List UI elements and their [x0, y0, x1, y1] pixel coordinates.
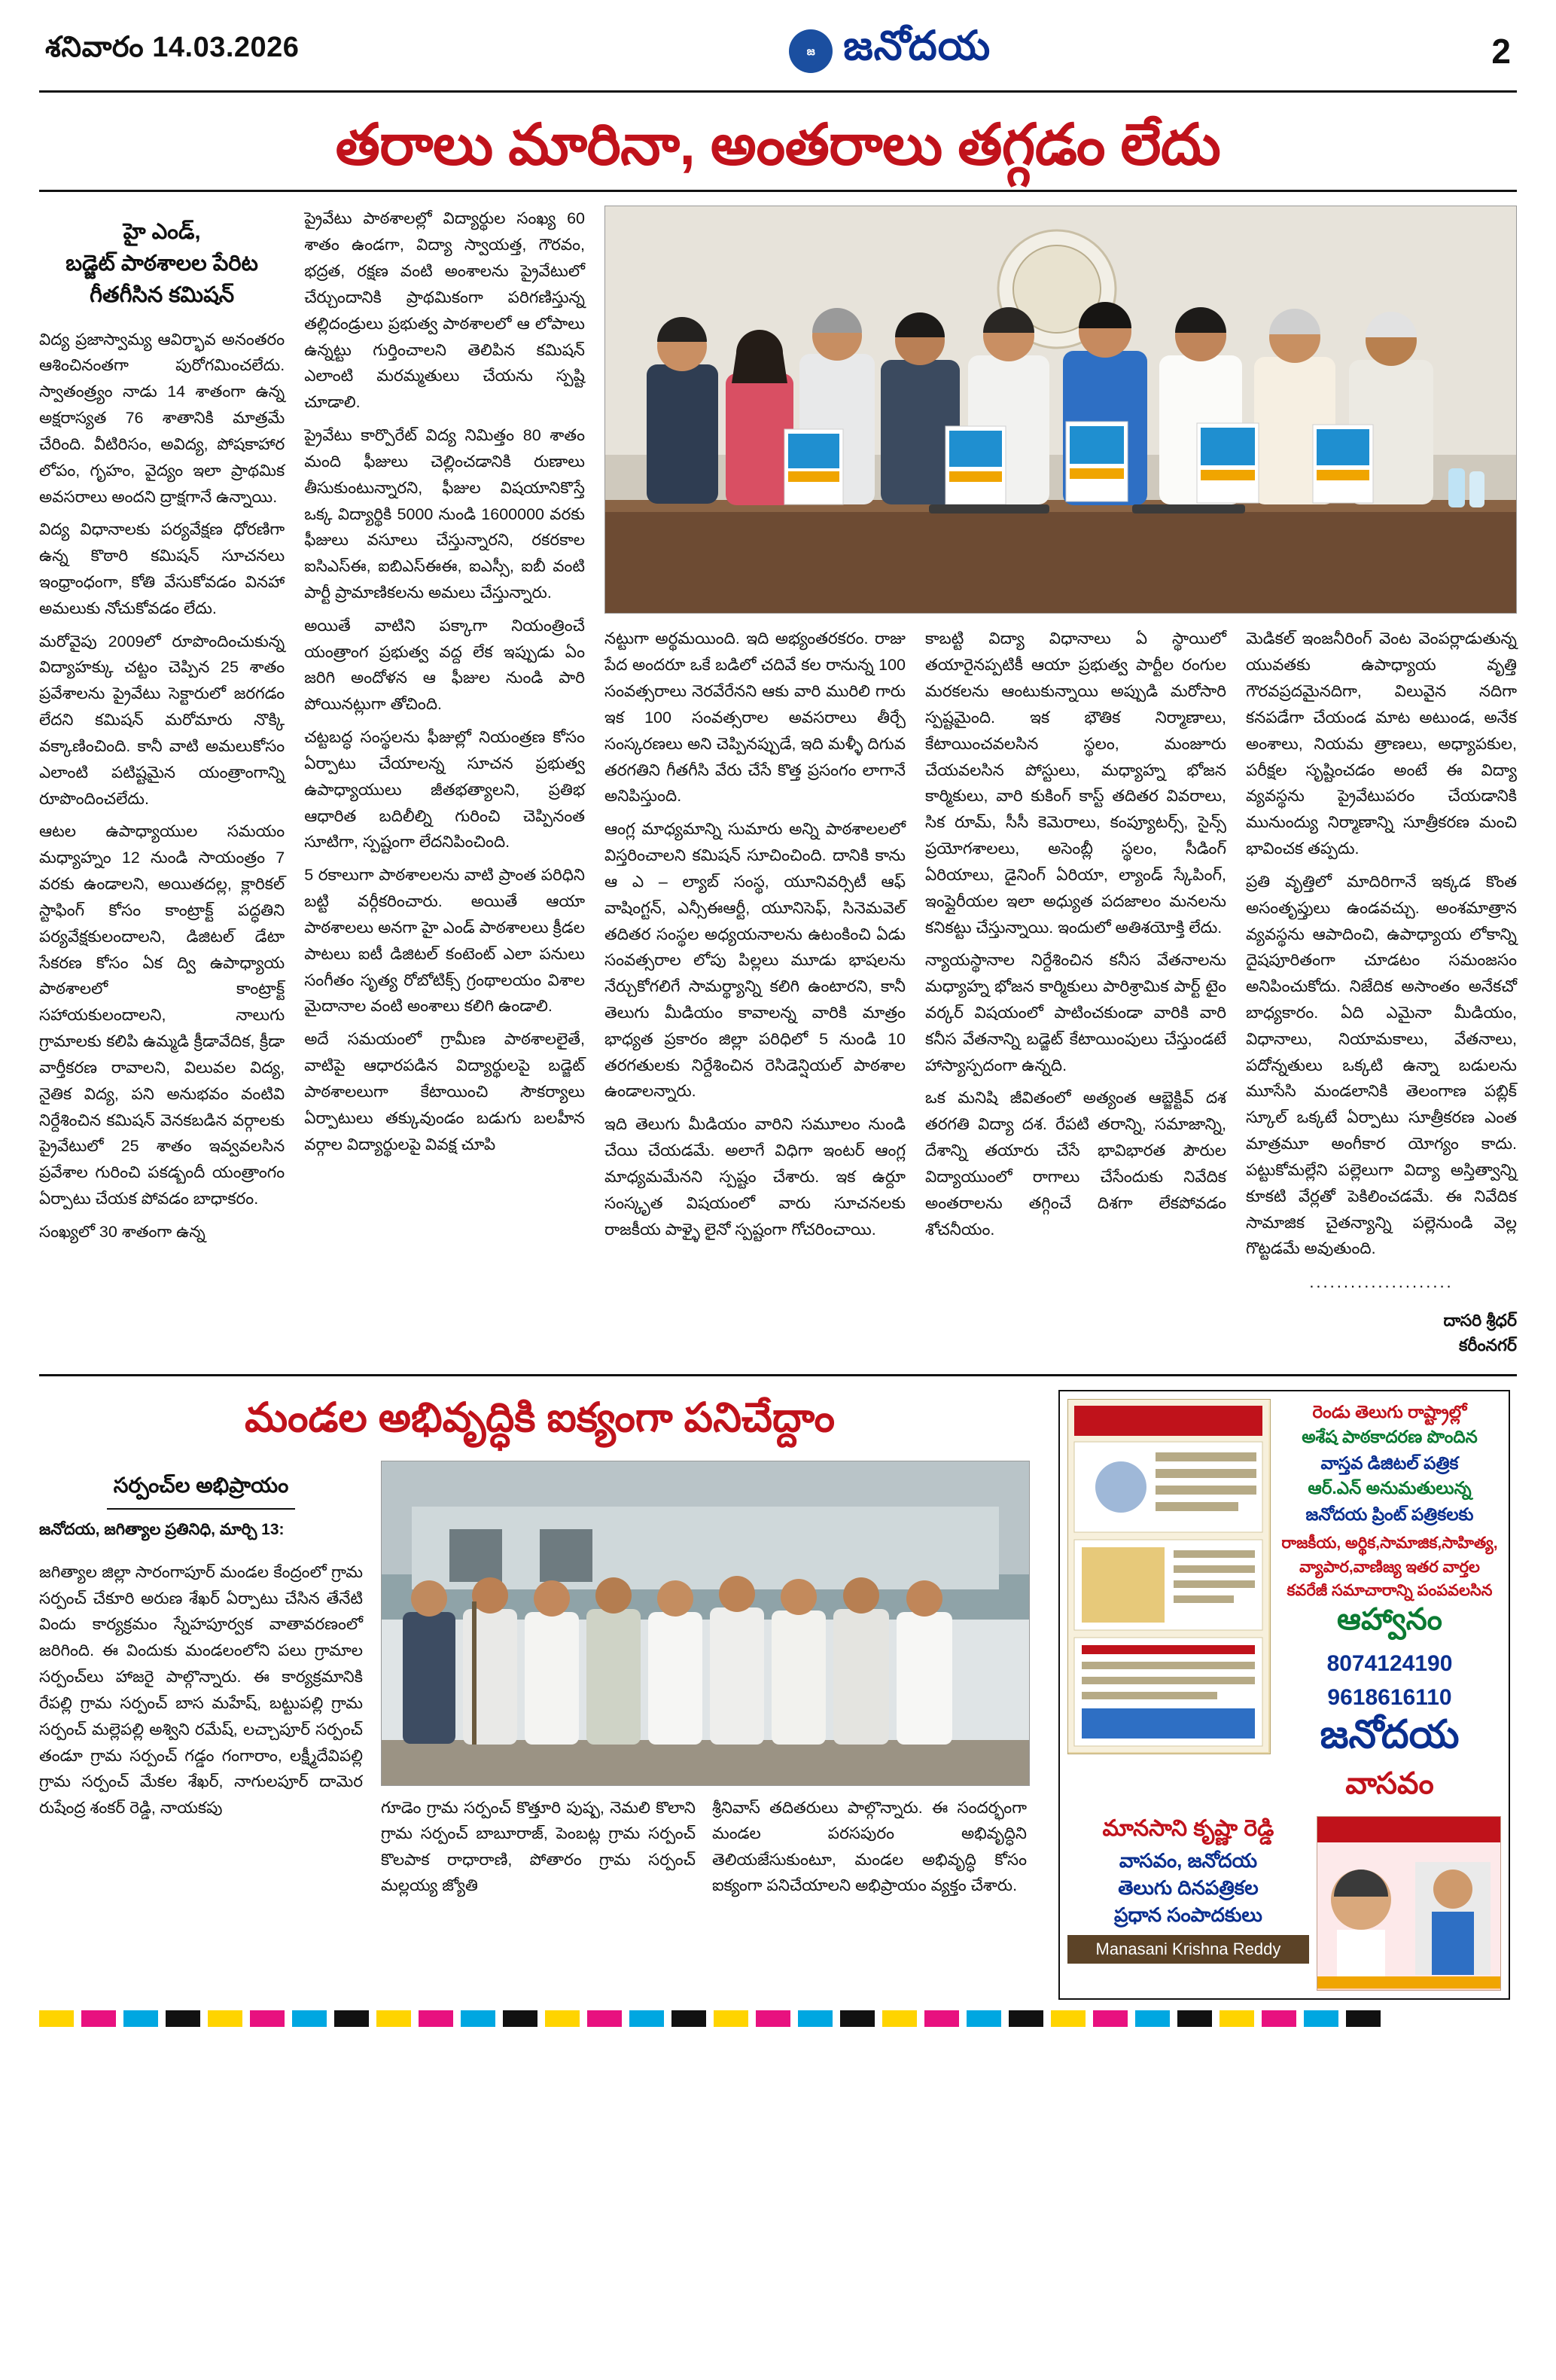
color-swatch — [798, 2010, 833, 2027]
ad-editor-sub-3: ప్రధాన సంపాదకులు — [1114, 1903, 1262, 1927]
author-name: దాసరి శ్రీధర్ — [1443, 1310, 1517, 1330]
ad-line-2: అశేష పాఠకాదరణ పొందిన — [1302, 1427, 1478, 1447]
color-swatch — [1051, 2010, 1086, 2027]
color-swatch — [1009, 2010, 1043, 2027]
color-swatch — [1093, 2010, 1128, 2027]
bottom-subheading: సర్పంచ్‌ల అభిప్రాయం — [113, 1473, 289, 1497]
top-article — [0, 206, 1556, 1358]
ad-line-3: వాస్తవ డిజిటల్ పత్రిక — [1320, 1452, 1459, 1473]
newspaper-thumbnail-icon — [1068, 1400, 1268, 1752]
ad-line-4: ఆర్.ఎన్ అనుమతులున్న — [1308, 1478, 1472, 1498]
color-swatch — [334, 2010, 369, 2027]
color-swatch — [1304, 2010, 1338, 2027]
publication-date: శనివారం 14.03.2026 — [45, 32, 300, 63]
paragraph: నట్టుగా అర్థమయింది. ఇది అభ్యంతరకరం. రాజు పేద అందరూ ఒకే బడిలో చదివే కల రానున్న 100 సంవత్సరాలు నెరవేరేనని ఆకు వారి మురిలి గారు ఇక 100 సంవత్సరాల అవసరాలు తీర్చే సంస్కరణలు అని చెప్పినప్పుడే, ఇది మళ్ళీ దిగువ తరగతిని గీతగీసి వేరు చేసే కొత్త ప్రసంగం లాగానే అనిపిస్తుంది. — [604, 629, 906, 806]
signature-dots: ..................... — [1309, 1272, 1454, 1292]
ad-editor-name-bar: Manasani Krishna Reddy — [1067, 1935, 1309, 1964]
color-swatch — [1177, 2010, 1212, 2027]
color-swatch — [419, 2010, 453, 2027]
bottom-column-1 — [39, 1461, 363, 1899]
color-swatch — [376, 2010, 411, 2027]
ad-brand-vasavam: వాసవం — [1345, 1766, 1434, 1800]
bottom-caption-columns — [381, 1795, 1030, 1899]
color-swatch — [882, 2010, 917, 2027]
ad-line-1: రెండు తెలుగు రాష్ట్రాల్లో — [1312, 1401, 1467, 1422]
logo-badge-text: జ — [806, 44, 815, 58]
top-article-photo — [604, 206, 1517, 614]
paragraph: మెడికల్ ఇంజనీరింగ్ వెంట వెంపర్లాడుతున్న యువతకు ఉపాధ్యాయ వృత్తి గౌరవప్రదమైనదిగా, విలువైన నదిగా కనపడేగా చేయండ మాట అటుండ, అనేక అంశాలు, నియమ త్రాణలు, అధ్యాపకుల, పరీక్షల సృష్టించడం అంటే ఈ విద్యా వ్యవస్థను ప్రైవేటుపరం చేయడానికి మునుంద్యు నిర్మాణాన్ని సూత్రీకరణ మంచి భావించక తప్పదు. — [1246, 629, 1517, 858]
paragraph: ఒక మనిషి జీవితంలో అత్యంత ఆబ్జెక్టివ్ దశ తరగతి విద్యా దశ. రేపటి తరాన్ని, సమాజాన్ని, దేశాన్ని తయారు చేసే భావిభారత పౌరుల విద్యాయుంలో రాగాలు చేసేందుకు నివేదిక అంతరాలను తగ్గించే దిశగా లేకపోవడం శోచనీయం. — [925, 1089, 1226, 1239]
masthead-logo — [789, 23, 991, 80]
paragraph: జగిత్యాల జిల్లా సారంగాపూర్ మండల కేంద్రంలో గ్రామ సర్పంచ్ చేకూరి అరుణ శేఖర్ ఏర్పాటు చేసిన తేనేటి విందు కార్యక్రమం స్నేహపూర్వక వాతావరణంలో జరిగింది. ఈ విందుకు మండలంలోని పలు గ్రామాల సర్పంచ్‌లు హాజరై పాల్గొన్నారు. ఈ కార్యక్రమానికి రేపల్లి గ్రామ సర్పంచ్ బాస మహేష్, బట్టుపల్లి గ్రామ సర్పంచ్ మల్లెపల్లి అశ్విని రమేష్, లచ్చాపూర్ సర్పంచ్ తండూ గ్రామ సర్పంచ్ గడ్డం గంగారాం, లక్ష్మీదేవిపల్లి గ్రామ సర్పంచ్ మేకల శేఖర్, నాగులపూర్ దామెర రుషేంద్ర శంకర్ రెడ్డి, నాయకపు — [39, 1562, 363, 1818]
color-swatch — [1262, 2010, 1296, 2027]
headline-block — [0, 112, 1556, 178]
bottom-article-title: మండల అభివృద్ధికి ఐక్యంగా పనిచేద్దాం — [245, 1394, 835, 1440]
kicker-line-3: గీతగీసిన కమిషన్ — [90, 283, 235, 308]
caption-column-2: శ్రీనివాస్ తదితరులు పాల్గొన్నారు. ఈ సందర్భంగా మండల పరసపురం అభివృద్ధిని తెలియజేసుకుంటూ, మండల అభివృద్ధి కోసం ఐక్యంగా పనిచేయాలని అభిప్రాయం వ్యక్తం చేశారు. — [712, 1798, 1027, 1895]
author-place: కరీంనగర్ — [1458, 1335, 1517, 1355]
caption-column-1: గూడెం గ్రామ సర్పంచ్ కొత్తూరి పుష్ప, నెమలి కొలాని గ్రామ సర్పంచ్ బాబూరాజ్, పెంబట్ల గ్రామ సర్పంచ్ కొలపాక రాధారాణి, పోతారం గ్రామ సర్పంచ్ మల్లయ్య జ్యోతి — [381, 1798, 696, 1895]
paragraph: సంఖ్యలో 30 శాతంగా ఉన్న — [39, 1222, 206, 1241]
paragraph: న్యాయస్థానాల నిర్దేశించిన కనీస వేతనాలను మధ్యాహ్న భోజన కార్మికులు పారిశ్రామిక పార్ట్ టైం వర్కర్ విషయంలో పాటించకుండా వారికి వారి కనీస వేతనాన్ని బడ్జెట్ కేటాయింపులు చేస్తుండటే హాస్యాస్పదంగా ఉన్నది. — [925, 951, 1226, 1074]
article-column-1 — [39, 206, 285, 1358]
ad-phone-2[interactable]: 9618616110 — [1327, 1684, 1452, 1710]
ad-phone-1[interactable]: 8074124190 — [1326, 1650, 1453, 1676]
color-swatch — [714, 2010, 748, 2027]
logo-badge-icon — [789, 29, 833, 73]
headline-divider — [39, 190, 1517, 192]
masthead-divider — [39, 90, 1517, 93]
paragraph: చట్టబద్ధ సంస్థలను ఫీజుల్లో నియంత్రణ కోసం ఏర్పాటు చేయాలన్న సూచన ప్రభుత్వ ఉపాధ్యాయులు జీతభత్యాలని, ప్రతిభ ఆధారిత బదిలీల్ని గురించి చెప్పినంత సూటిగా, స్పష్టంగా లేదనిపించింది. — [304, 728, 585, 852]
kicker-line-2: బడ్జెట్ పాఠశాలల పేరిట — [65, 251, 258, 276]
publication-name: జనోదయ — [843, 23, 991, 69]
advertisement-box[interactable] — [1058, 1390, 1510, 2000]
article-column-4 — [925, 626, 1226, 1358]
page-number: 2 — [1491, 32, 1511, 71]
paragraph: మరోవైపు 2009లో రూపొందించుకున్న విద్యాహక్కు చట్టం చెప్పిన 25 శాతం ప్రవేశాలను ప్రైవేటు సెక్టారులో జరగడం లేదని కమిషన్ మరోమారు నొక్కి వక్కాణించింది. కానీ వాటి అమలుకోసం ఎలాంటి పటిష్టమైన యంత్రాంగాన్ని రూపొందించలేదు. — [39, 632, 285, 808]
bottom-section — [0, 1390, 1556, 2000]
article-signature — [1246, 1308, 1517, 1358]
color-swatch — [39, 2010, 74, 2027]
paragraph: విద్య విధానాలకు పర్యవేక్షణ ధోరణిగా ఉన్న కొఠారి కమిషన్ సూచనలు ఇంధ్రాంధంగా, కోతి వేసుకోవడం వినహా అమలుకు నోచుకోవడం లేదు. — [39, 520, 285, 617]
paragraph: విద్య ప్రజాస్వామ్య ఆవిర్భావ అనంతరం ఆశించినంతగా పురోగమించలేదు. స్వాతంత్ర్యం నాడు 14 శాతంగా ఉన్న అక్షరాస్యత 76 శాతానికి మాత్రమే చేరింది. వీటిరిసం, అవిద్య, పోషకాహార లోపం, గృహం, వైద్యం ఇలా ప్రాథమిక అవసరాలు అందని ద్రాక్షగానే ఉన్నాయి. — [39, 330, 285, 506]
color-swatch — [1346, 2010, 1381, 2027]
color-swatch — [629, 2010, 664, 2027]
color-swatch — [208, 2010, 242, 2027]
ad-invitation-label: ఆహ్వానం — [1337, 1602, 1442, 1636]
ad-bottom-row — [1067, 1816, 1501, 1991]
paragraph: కాబట్టి విద్యా విధానాలు ఏ స్థాయిలో తయారైనప్పటికీ ఆయా ప్రభుత్వ పార్టీల రంగుల మరకలను ఆంటుకున్నాయి అప్పుడి మరోసారి స్పష్టమైంది. ఇక భౌతిక నిర్మాణాలు, కేటాయించవలసిన స్థలం, మంజూరు చేయవలసిన పోస్టులు, మధ్యాహ్న భోజన కార్మికులు, వారి కుకింగ్ కాస్ట్ తదితర వివరాలు, సిక రూమ్, సీసీ కెమెరాలు, కంప్యూటర్స్, సైన్స్ ప్రయోగశాలలు, అసెంబ్లీ స్థలం, సీడింగ్ ఏరియాలు, డైనింగ్ ఏరియా, ల్యాండ్ స్కేపింగ్, ఇంప్లైరీయల ఇలా అధ్యుత పదజాలం మనలను కనికట్టు చేస్తున్నాయి. ఇందులో అతిశయోక్తి లేదు. — [925, 629, 1226, 937]
color-swatch — [671, 2010, 706, 2027]
ad-line-6: రాజకీయ, అర్థిక,సామాజిక,సాహిత్య, వ్యాపార,వాణిజ్య ఇతర వార్తల కవరేజీ సమాచారాన్ని పంపవలసిన — [1281, 1534, 1498, 1600]
press-meet-photo-illustration — [605, 206, 1516, 613]
group-photo-illustration — [382, 1461, 1029, 1785]
page-title: తరాలు మారినా, అంతరాలు తగ్గడం లేదు — [335, 113, 1221, 177]
article-kicker — [39, 216, 285, 311]
bottom-article-body — [39, 1461, 1040, 1899]
color-swatch — [967, 2010, 1001, 2027]
ad-editor-sub-1: వాసవం, జనోదయ — [1119, 1848, 1258, 1872]
paragraph: 5 రకాలుగా పాఠశాలలను వాటి ప్రాంత పరిధిని బట్టి వర్గీకరించారు. అయితే ఆయా పాఠశాలలు అనగా హై ఎండ్ పాఠశాలలు క్రీడల పాటలు ఐటీ డిజిటల్ కంటెంట్ ఎలా పనులు సంగీతం సృత్య రోబోటిక్స్ గ్రంథాలయం విశాల మైదానాల వంటి అంశాలు కలిగి ఉండాలి. — [304, 866, 585, 1016]
color-swatch — [924, 2010, 959, 2027]
ad-line-5: జనోదయ ప్రింట్ పత్రికలకు — [1305, 1504, 1474, 1524]
bottom-article — [39, 1390, 1040, 2000]
ad-secondary-poster — [1317, 1816, 1501, 1991]
ad-editor-block — [1067, 1816, 1309, 1991]
ad-top-row — [1067, 1399, 1501, 1809]
color-swatch — [123, 2010, 158, 2027]
print-color-bar — [0, 2000, 1556, 2042]
article-column-5 — [1246, 626, 1517, 1358]
color-swatch — [250, 2010, 285, 2027]
bottom-photo-block — [381, 1461, 1030, 1899]
paragraph: అయితే వాటిని పక్కాగా నియంత్రించే యంత్రాంగ ప్రభుత్వ వద్ద లేక ఇప్పుడు ఏం జరిగి అందోళన ఆ ఫీజుల నుండి పారి పోయినట్లుగా తోచింది. — [304, 616, 585, 714]
paragraph: ఆటల ఉపాధ్యాయుల సమయం మధ్యాహ్నం 12 నుండి సాయంత్రం 7 వరకు ఉండాలని, అయితదల్ల, క్లారికల్ స్టాఫింగ్ కోసం కాంట్రాక్ట్ పద్ధతిని పర్యవేక్షకులందాలని, డిజిటల్ డేటా సేకరణ కోసం ఏక ద్వి ఉపాధ్యాయ పాఠశాలలో కాంట్రాక్ట్ సహాయకులందాలని, నాలుగు గ్రామాలకు కలిపి ఉమ్మడి క్రీడావేదిక, క్రీడా వార్తీకరణ రావాలని, విలువల విద్య, నైతిక విద్య, పని అనుభవం వంటివి నిర్దేశించిన కమిషన్ వెనకబడిన వర్గాలకు ప్రైవేటులో 25 శాతం ఇవ్వవలసిన ప్రవేశాల గురించి పకడ్బందీ యంత్రాంగం ఏర్పాటు చేయక పోవడం బాధాకరం. — [39, 822, 285, 1208]
color-swatch — [461, 2010, 495, 2027]
paragraph: ఆంగ్ల మాధ్యమాన్ని సుమారు అన్ని పాఠశాలలలో విస్తరించాలని కమిషన్ సూచించింది. దానికి కాను ఆ ఎ – ల్యాబ్ సంస్థ, యూనివర్సిటీ ఆఫ్ వాషింగ్టన్, ఎన్సీఈఆర్టీ, యూనిసెఫ్, సినెమవెల్ తదితర సంస్థల అధ్యయనాలను ఉటంకించి ఏడు సంవత్సరాల లోపు పిల్లలు మూడు భాషలను నేర్చుకోగలిగే సామర్థ్యాన్ని కలిగి ఉంటారని, కానీ తెలుగు మీడియం కావాలన్న వారికి మాత్రం భాధ్యత ప్రకారం జిల్లా పరిధిలో 5 నుండి 10 తరగతులకు నిర్దేశించిన రెసిడెన్షియల్ పాఠశాల ఉండాలన్నారు. — [604, 820, 906, 1101]
political-poster-icon — [1317, 1817, 1501, 1988]
paragraph: అదే సమయంలో గ్రామీణ పాఠశాలలైతే, వాటిపై ఆధారపడిన విద్యార్థులపై బడ్జెట్ పాఠశాలలుగా కేటాయించి సౌకర్యాలు ఏర్పాటులు తక్కువుండం బడుగు బలహీన వర్గాల విద్యార్థులపై వివక్ష చూపి — [304, 1030, 585, 1153]
article-lower-columns — [604, 626, 1517, 1358]
color-swatch — [756, 2010, 790, 2027]
paragraph: ప్రతి వృత్తిలో మాదిరిగానే ఇక్కడ కొంత అసంతృప్తులు ఉండవచ్చు. అంశమాత్రాన వ్యవస్థను ఆపాదించి, ఉపాధ్యాయ లోకాన్ని దైషపూరితంగా చూడటం సమంజసం అనిపించుకోదు. నిజేదిక అసాంతం అనేకచో బాధ్యకారం. ఏది ఎమైనా మీడియం, విధానాలు, నియామకాలు, వేతనాలు, పదోన్నతులు ఒక్కటి ఉన్నా బడులను మూసేసి మండలానికి తెలంగాణ పబ్లిక్ స్కూల్ ఒక్కటే ఏర్పాటు సూత్రీకరణ ఎంత మాత్రమూ అంగీకార యోగ్యం కాదు. పట్టుకోమల్లేని పల్లెలుగా విద్యా అస్తిత్వాన్ని కూకటి వేర్లతో పెకిలించడమే. ఈ నివేదిక సామాజిక చైతన్యాన్ని పల్లెనుండి వెల్ల గొట్టడమే అవుతుంది. — [1246, 872, 1517, 1258]
bottom-article-photo — [381, 1461, 1030, 1786]
subheading-rule — [107, 1508, 295, 1510]
color-swatch — [587, 2010, 622, 2027]
color-swatch — [166, 2010, 200, 2027]
paragraph: ఇది తెలుగు మీడియం వారిని సమూలం నుండి చేయి చేయడమే. అలాగే విధిగా ఇంటర్ ఆంగ్ల మాధ్యమమేనని స్పష్టం చేశారు. ఇక ఉర్దూ సంస్కృత విషయంలో వారు సూచనలకు రాజకీయ పాళ్ళై లైనో స్పష్టంగా గోచరించాయి. — [604, 1115, 906, 1239]
paragraph: ప్రైవేటు పాఠశాలల్లో విద్యార్థుల సంఖ్య 60 శాతం ఉండగా, విద్యా స్వాయత్త, గౌరవం, భద్రత, రక్షణ వంటి అంశాలను ప్రైవేటులో చేర్చుందానికి ప్రాథమికంగా పరిగణిస్తున్న తల్లిదండ్రులు ప్రభుత్వ పాఠశాలలో ఆ లోపాలు ఉన్నట్టు గుర్తించాలని తెలిపిన కమిషన్ ఎలాంటి మరమ్మతులు చేయను స్పష్టి చూడాలి. — [304, 209, 585, 412]
ad-editor-sub-2: తెలుగు దినపత్రికల — [1118, 1876, 1259, 1899]
color-swatch — [840, 2010, 875, 2027]
byline: జనోదయ, జగిత్యాల ప్రతినిధి, మార్చి 13: — [39, 1521, 285, 1539]
article-column-3 — [604, 626, 906, 1358]
ad-editor-name: మానసాని కృష్ణా రెడ్డి — [1102, 1815, 1274, 1841]
color-swatch — [292, 2010, 327, 2027]
ad-poster-image — [1067, 1399, 1271, 1754]
masthead — [0, 0, 1556, 86]
article-right-block — [604, 206, 1517, 1358]
section-divider — [39, 1374, 1517, 1376]
color-swatch — [545, 2010, 580, 2027]
article-column-2 — [304, 206, 585, 1358]
color-swatch — [503, 2010, 537, 2027]
color-swatch — [81, 2010, 116, 2027]
kicker-line-1: హై ఎండ్, — [123, 220, 201, 245]
color-swatch — [1135, 2010, 1170, 2027]
color-swatch — [1220, 2010, 1254, 2027]
ad-text-block — [1278, 1399, 1501, 1809]
paragraph: ప్రైవేటు కార్పొరేట్ విద్య నిమిత్తం 80 శాతం మంది ఫీజులు చెల్లించడానికి రుణాలు తీసుకుంటున్నారని, ఫీజుల విషయానికొస్తే ఒక్క విద్యార్థికి 5000 నుండి 1600000 వరకు ఫీజులు వసూలు చేస్తున్నారని, రకరకాల ఐసిఎస్ఈ, ఐబిఎస్ఈఈ, ఐఎస్సీ, ఐబీ వంటి పార్టీ ప్రామాణికలను అమలు చేస్తున్నారు. — [304, 426, 585, 602]
ad-brand-janodaya: జనోదయ — [1320, 1712, 1460, 1757]
